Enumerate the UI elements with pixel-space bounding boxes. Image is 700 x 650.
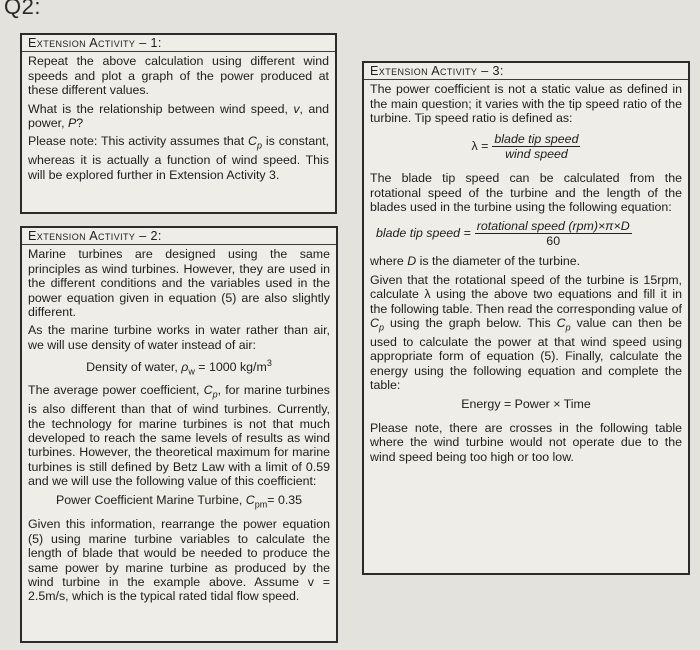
lambda-symbol: λ = <box>471 139 489 154</box>
activity-3-paragraph-2: The blade tip speed can be calculated from the rotational speed of the turbine and the length of the blades used in the turbine using the following equation: <box>370 171 682 215</box>
activity-2-paragraph-3: The average power coefficient, $C_p$, for marine turbines is also different than that of wind turbines. Currently, the technology for marine turbines is not that much developed to reach the same levels of results as wind turbines. However, the theoretical maximum for marine turbines is still defined by Betz Law with a limit of 0.59 and we will use the following value of this coefficient: <box>28 383 331 489</box>
power-coefficient-marine-equation: Power Coefficient Marine Turbine, $C_{pm}= 0.35$ <box>55 492 303 510</box>
activity-2-title: Extension Activity – 2: <box>22 228 336 245</box>
activity-3-paragraph-3: where D is the diameter of the turbine. <box>370 254 581 269</box>
blade-tip-speed-denominator: 60 <box>546 234 561 249</box>
activity-1-paragraph-2: What is the relationship between wind speed, v, and power, P? <box>28 101 329 131</box>
activity-1-paragraph-3: Please note: This activity assumes that $C_p$ is constant, whereas it is actually a function of wind speed. This will be explored further in Extension Activity 3. <box>28 134 329 182</box>
page-title: Q2: <box>4 0 41 19</box>
extension-activity-1-box <box>20 33 337 214</box>
blade-tip-speed-label: blade tip speed = <box>376 226 471 241</box>
tip-speed-ratio-numerator: blade tip speed <box>494 131 579 146</box>
density-of-water-equation: Density of water, $\rho_w = 1000$ $kg/m^3$ <box>86 358 272 377</box>
tip-speed-ratio-fraction <box>492 132 580 162</box>
tip-speed-ratio-denominator: wind speed <box>505 147 568 162</box>
tip-speed-ratio-equation <box>370 132 682 162</box>
activity-3-title: Extension Activity – 3: <box>364 63 688 80</box>
extension-activity-2-box <box>20 226 338 643</box>
activity-3-paragraph-1: The power coefficient is not a static value as defined in the main question; it varies with the tip speed ratio of the turbine. Tip speed ratio is defined as: <box>370 82 682 126</box>
activity-3-paragraph-5: Please note, there are crosses in the following table where the wind turbine would not operate due to the wind speed being too high or too low. <box>370 421 682 464</box>
activity-2-paragraph-4: Given this information, rearrange the power equation (5) using marine turbine variables to calculate the length of blade that would be needed to produce the same power by marine turbine as produced by the wind turbine in the example above. Assume v = 2.5m/s, which is the typical rated tidal flow speed. <box>28 517 330 604</box>
activity-1-title: Extension Activity – 1: <box>22 35 335 52</box>
blade-tip-speed-numerator: rotational speed (rpm)×π×D <box>476 218 630 233</box>
blade-tip-speed-fraction <box>475 219 632 249</box>
activity-1-paragraph-1: Repeat the above calculation using different wind speeds and plot a graph of the power produced at these different values. <box>28 54 329 98</box>
activity-3-paragraph-4: Given that the rotational speed of the turbine is 15rpm, calculate λ using the above two equations and fill it in the following table. Then read the corresponding value of $C_p$ using the graph below. This $C_p$ value can then be used to calculate the power at that wind speed using appropriate form of equation (5). Finally, calculate the energy using the following equation and complete the table: <box>370 272 682 393</box>
energy-equation: Energy = Power × Time <box>461 396 591 411</box>
activity-2-paragraph-2: As the marine turbine works in water rather than air, we will use density of water instead of air: <box>28 323 330 352</box>
extension-activity-3-box <box>362 61 690 575</box>
blade-tip-speed-equation <box>376 219 682 249</box>
activity-2-paragraph-1: Marine turbines are designed using the same principles as wind turbines. However, they are used in the different conditions and the variables used in the power equation given in equation (5) are also slightly different. <box>28 247 330 320</box>
